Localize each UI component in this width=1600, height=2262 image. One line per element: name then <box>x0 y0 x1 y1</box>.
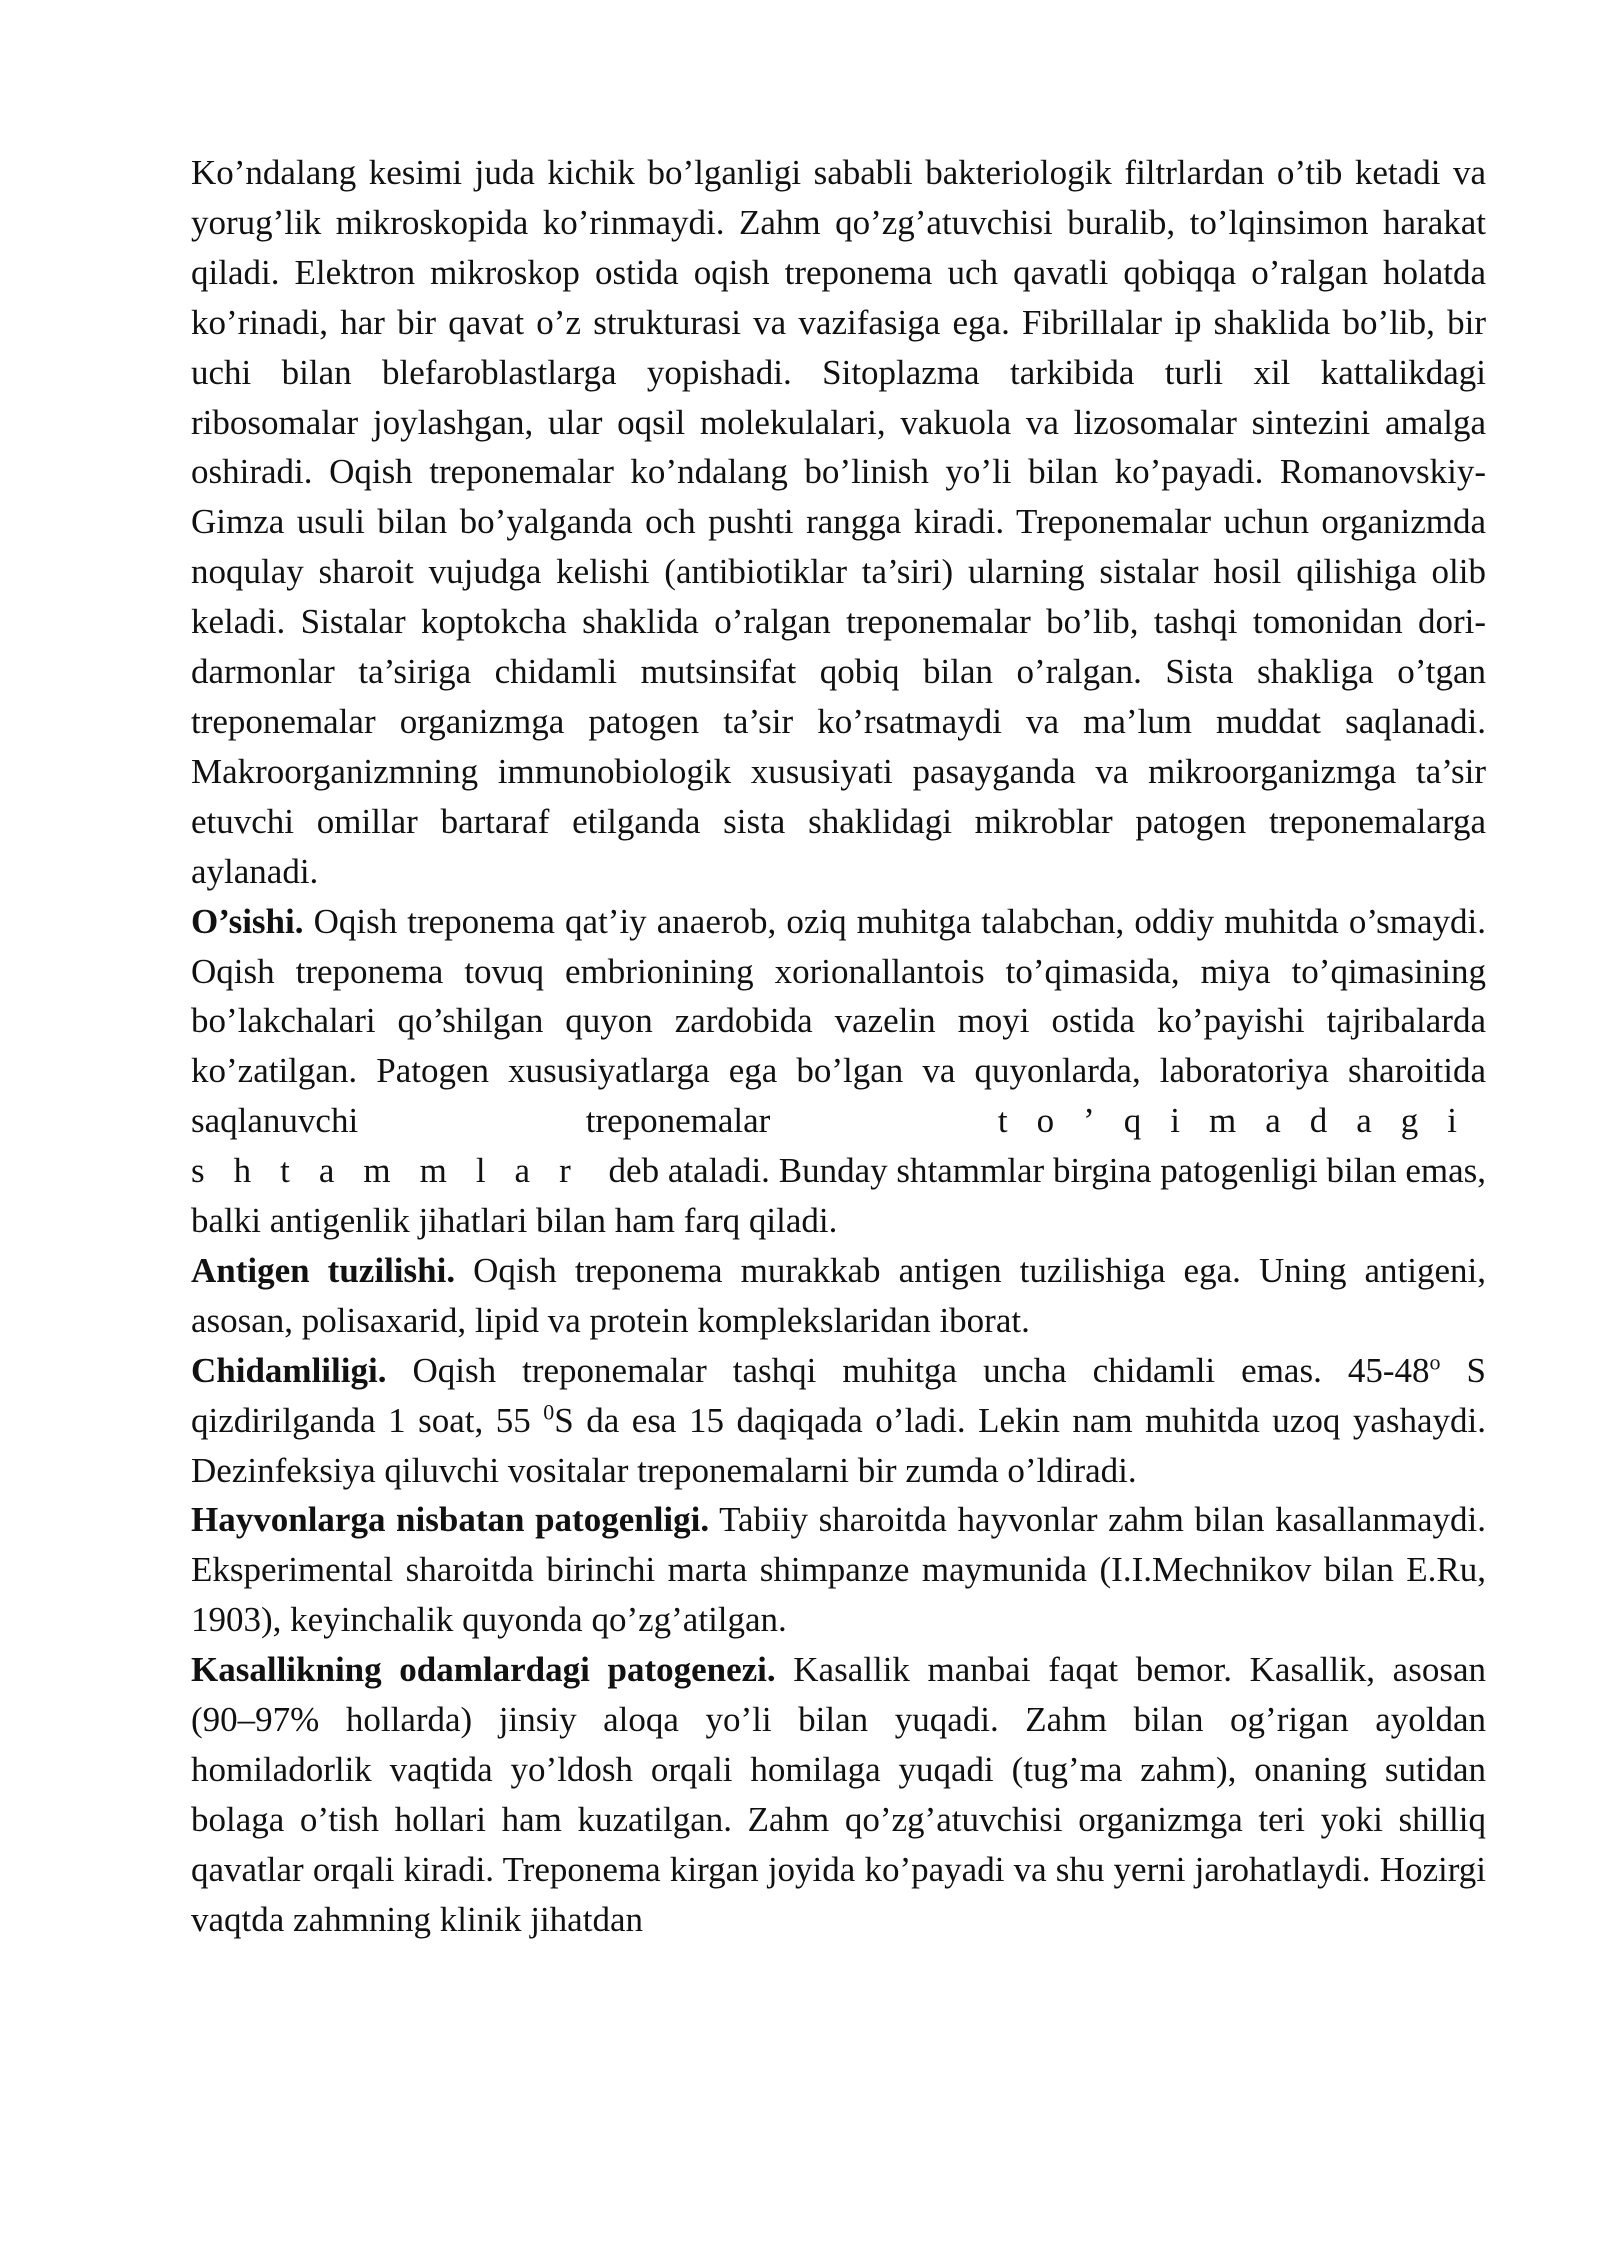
growth-text-1: Oqish treponema qat’iy anaerob, oziq muhitga talabchan, oddiy muhitda o’smaydi. Oqish treponema tovuq embrionining xorionallantois to’qimasida, miya to’qimasining bo’lakchalari qo’shilgan quyon zardobida vazelin moyi ostida ko’payishi tajribalarda ko’zatilgan. Patogen xususiyatlarga ega bo’lgan va quyonlarda, laboratoriya sharoitida saqlanuvchi treponemalar <box>191 901 1486 1141</box>
paragraph-antigen <box>191 1246 1486 1346</box>
paragraph-morphology: Ko’ndalang kesimi juda kichik bo’lganligi sababli bakteriologik filtrlardan o’tib ketadi va yorug’lik mikroskopida ko’rinmaydi. Zahm qo’zg’atuvchisi buralib, to’lqinsimon harakat qiladi. Elektron mikroskop ostida oqish treponema uch qavatli qobiqqa o’ralgan holatda ko’rinadi, har bir qavat o’z strukturasi va vazifasiga ega. Fibrillalar ip shaklida bo’lib, bir uchi bilan blefaroblastlarga yopishadi. Sitoplazma tarkibida turli xil kattalikdagi ribosomalar joylashgan, ular oqsil molekulalari, vakuola va lizosomalar sintezini amalga oshiradi. Oqish treponemalar ko’ndalang bo’linish yo’li bilan ko’payadi. Romanovskiy-Gimza usuli bilan bo’yalganda och pushti rangga kiradi. Treponemalar uchun organizmda noqulay sharoit vujudga kelishi (antibiotiklar ta’siri) ularning sistalar hosil qilishiga olib keladi. Sistalar koptokcha shaklida o’ralgan treponemalar bo’lib, tashqi tomonidan dori-darmonlar ta’siriga chidamli mutsinsifat qobiq bilan o’ralgan. Sista shakliga o’tgan treponemalar organizmga patogen ta’sir ko’rsatmaydi va ma’lum muddat saqlanadi. Makroorganizmning immunobiologik xususiyati pasayganda va mikroorganizmga ta’sir etuvchi omillar bartaraf etilganda sista shaklidagi mikroblar patogen treponemalarga aylanadi. <box>191 153 1486 891</box>
antigen-text: Oqish treponema murakkab antigen tuzilishiga ega. Uning antigeni, asosan, polisaxarid, lipid va protein komplekslaridan iborat. <box>191 1250 1486 1340</box>
growth-spaced-term: to’qimadagi shtammlar <box>191 1101 1486 1191</box>
paragraph-resistance <box>191 1346 1486 1496</box>
human-pathogenesis-text: Kasallik manbai faqat bemor. Kasallik, asosan (90–97% hollarda) jinsiy aloqa yo’li bilan yuqadi. Zahm bilan og’rigan ayoldan homiladorlik vaqtida yo’ldosh orqali homilaga yuqadi (tug’ma zahm), onaning sutidan bolaga o’tish hollari ham kuzatilgan. Zahm qo’zg’atuvchisi organizmga teri yoki shilliq qavatlar orqali kiradi. Treponema kirgan joyida ko’payadi va shu yerni jarohatlaydi. Hozirgi vaqtda zahmning klinik jihatdan <box>191 1650 1486 1939</box>
degree-superscript-2: 0 <box>543 1399 555 1424</box>
resistance-text-3: S da esa 15 daqiqada o’ladi. Lekin nam muhitda uzoq yashaydi. Dezinfeksiya qiluvchi vositalar treponemalarni bir zumda o’ldiradi. <box>191 1400 1486 1490</box>
heading-animal-pathogenicity: Hayvonlarga nisbatan patogenligi. <box>191 1500 710 1540</box>
animal-pathogenicity-text: Tabiiy sharoitda hayvonlar zahm bilan kasallanmaydi. Eksperimental sharoitda birinchi marta shimpanze maymunida (I.I.Mechnikov bilan E.Ru, 1903), keyinchalik quyonda qo’zg’atilgan. <box>191 1500 1487 1640</box>
document-page <box>191 148 1486 1945</box>
growth-text-2: deb ataladi. Bunday shtammlar birgina patogenligi bilan emas, balki antigenlik jihatlari bilan ham farq qiladi. <box>191 1151 1486 1241</box>
resistance-text-2: S qizdirilganda 1 soat, 55 <box>191 1350 1486 1440</box>
resistance-text-1: Oqish treponemalar tashqi muhitga uncha chidamli emas. 45-48 <box>386 1350 1430 1390</box>
paragraph-growth <box>191 897 1486 1246</box>
heading-growth: O’sishi. <box>191 901 304 941</box>
heading-resistance: Chidamliligi. <box>191 1350 387 1390</box>
heading-antigen: Antigen tuzilishi. <box>191 1250 456 1290</box>
heading-human-pathogenesis: Kasallikning odamlardagi patogenezi. <box>191 1650 776 1690</box>
paragraph-human-pathogenesis <box>191 1645 1486 1944</box>
degree-superscript-1: o <box>1429 1349 1441 1375</box>
paragraph-animal-pathogenicity <box>191 1495 1486 1645</box>
